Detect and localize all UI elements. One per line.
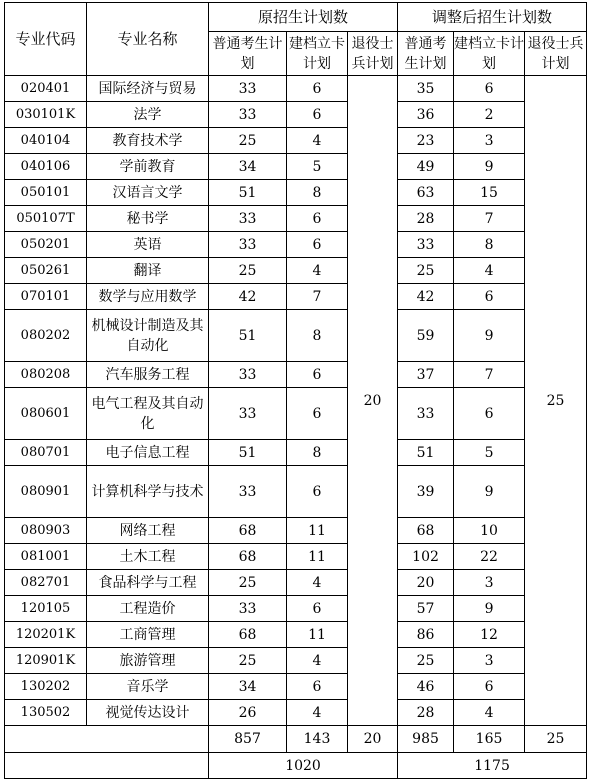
major-name-cell: 国际经济与贸易 [87,76,209,102]
original-poverty-cell: 4 [287,128,348,154]
header-original-veterans: 退役士兵计划 [348,32,398,76]
adjusted-regular-cell: 51 [398,440,454,466]
adjusted-poverty-cell: 3 [454,128,525,154]
major-code-cell: 081001 [5,544,87,570]
adjusted-poverty-cell: 5 [454,440,525,466]
header-adjusted-veterans: 退役士兵计划 [525,32,587,76]
adjusted-regular-cell: 23 [398,128,454,154]
major-code-cell: 080202 [5,310,87,362]
totals-blank-cell [5,726,209,753]
table-row [5,648,587,674]
original-poverty-cell: 6 [287,466,348,518]
header-original: 原招生计划数 [209,3,398,32]
original-poverty-cell: 11 [287,518,348,544]
table-row [5,102,587,128]
major-code-cell: 080901 [5,466,87,518]
grand-total-row [5,753,587,779]
adjusted-poverty-cell: 6 [454,284,525,310]
table-row [5,258,587,284]
major-name-cell: 网络工程 [87,518,209,544]
adjusted-poverty-cell: 9 [454,154,525,180]
adjusted-regular-cell: 102 [398,544,454,570]
original-regular-cell: 34 [209,674,287,700]
adjusted-regular-cell: 68 [398,518,454,544]
major-code-cell: 080701 [5,440,87,466]
adjusted-poverty-cell: 4 [454,700,525,726]
table-row [5,76,587,102]
major-name-cell: 数学与应用数学 [87,284,209,310]
original-poverty-cell: 11 [287,622,348,648]
adjusted-poverty-cell: 8 [454,232,525,258]
original-poverty-cell: 8 [287,180,348,206]
original-regular-cell: 68 [209,622,287,648]
adjusted-poverty-cell: 6 [454,388,525,440]
major-name-cell: 食品科学与工程 [87,570,209,596]
adjusted-poverty-cell: 6 [454,674,525,700]
adjusted-regular-cell: 46 [398,674,454,700]
major-code-cell: 020401 [5,76,87,102]
header-name: 专业名称 [87,3,209,76]
adjusted-poverty-cell: 9 [454,466,525,518]
adjusted-regular-cell: 37 [398,362,454,388]
total-a3-cell: 25 [525,726,587,753]
adjusted-poverty-cell: 7 [454,362,525,388]
original-poverty-cell: 4 [287,258,348,284]
adjusted-poverty-cell: 10 [454,518,525,544]
major-name-cell: 教育技术学 [87,128,209,154]
original-poverty-cell: 6 [287,206,348,232]
adjusted-regular-cell: 20 [398,570,454,596]
major-code-cell: 130502 [5,700,87,726]
major-name-cell: 土木工程 [87,544,209,570]
major-code-cell: 050261 [5,258,87,284]
original-regular-cell: 25 [209,128,287,154]
table-row [5,232,587,258]
major-code-cell: 050107T [5,206,87,232]
major-name-cell: 学前教育 [87,154,209,180]
major-code-cell: 080601 [5,388,87,440]
adjusted-regular-cell: 25 [398,648,454,674]
original-regular-cell: 26 [209,700,287,726]
adjusted-regular-cell: 86 [398,622,454,648]
adjusted-regular-cell: 59 [398,310,454,362]
major-name-cell: 法学 [87,102,209,128]
original-poverty-cell: 6 [287,76,348,102]
adjusted-poverty-cell: 9 [454,596,525,622]
original-regular-cell: 33 [209,76,287,102]
major-name-cell: 汉语言文学 [87,180,209,206]
grand-total-original-cell: 1020 [209,753,398,779]
adjusted-poverty-cell: 3 [454,648,525,674]
table-row [5,596,587,622]
table-row [5,622,587,648]
original-regular-cell: 25 [209,648,287,674]
adjusted-poverty-cell: 12 [454,622,525,648]
original-regular-cell: 51 [209,310,287,362]
major-code-cell: 080208 [5,362,87,388]
original-poverty-cell: 6 [287,232,348,258]
enrollment-plan-table [4,2,587,779]
major-name-cell: 电气工程及其自动化 [87,388,209,440]
major-code-cell: 120201K [5,622,87,648]
major-code-cell: 080903 [5,518,87,544]
original-poverty-cell: 4 [287,570,348,596]
original-regular-cell: 42 [209,284,287,310]
major-code-cell: 120901K [5,648,87,674]
table-body [5,3,587,779]
original-regular-cell: 34 [209,154,287,180]
adjusted-poverty-cell: 15 [454,180,525,206]
original-poverty-cell: 5 [287,154,348,180]
original-regular-cell: 68 [209,544,287,570]
table-row [5,362,587,388]
adjusted-poverty-cell: 3 [454,570,525,596]
original-regular-cell: 68 [209,518,287,544]
original-regular-cell: 51 [209,180,287,206]
original-regular-cell: 33 [209,206,287,232]
original-poverty-cell: 6 [287,362,348,388]
major-code-cell: 070101 [5,284,87,310]
major-name-cell: 秘书学 [87,206,209,232]
header-adjusted-regular: 普通考生计划 [398,32,454,76]
adjusted-regular-cell: 28 [398,700,454,726]
adjusted-poverty-cell: 22 [454,544,525,570]
original-poverty-cell: 7 [287,284,348,310]
total-o1-cell: 857 [209,726,287,753]
header-adjusted-poverty: 建档立卡计划 [454,32,525,76]
table-row [5,674,587,700]
major-code-cell: 040104 [5,128,87,154]
adjusted-veterans-merged-cell: 25 [525,76,587,726]
major-code-cell: 030101K [5,102,87,128]
major-name-cell: 汽车服务工程 [87,362,209,388]
major-name-cell: 工商管理 [87,622,209,648]
original-poverty-cell: 11 [287,544,348,570]
totals-row [5,726,587,753]
adjusted-regular-cell: 42 [398,284,454,310]
adjusted-poverty-cell: 4 [454,258,525,284]
adjusted-regular-cell: 63 [398,180,454,206]
major-code-cell: 050101 [5,180,87,206]
adjusted-regular-cell: 57 [398,596,454,622]
grand-blank-cell [5,753,209,779]
original-regular-cell: 33 [209,388,287,440]
table-row [5,180,587,206]
table-row [5,388,587,440]
table-row [5,284,587,310]
table-row [5,700,587,726]
major-name-cell: 音乐学 [87,674,209,700]
original-poverty-cell: 6 [287,674,348,700]
adjusted-regular-cell: 36 [398,102,454,128]
original-regular-cell: 51 [209,440,287,466]
major-name-cell: 视觉传达设计 [87,700,209,726]
adjusted-regular-cell: 33 [398,388,454,440]
major-name-cell: 翻译 [87,258,209,284]
table-row [5,518,587,544]
total-a2-cell: 165 [454,726,525,753]
major-name-cell: 旅游管理 [87,648,209,674]
adjusted-poverty-cell: 2 [454,102,525,128]
adjusted-poverty-cell: 6 [454,76,525,102]
major-code-cell: 040106 [5,154,87,180]
original-poverty-cell: 4 [287,700,348,726]
major-code-cell: 130202 [5,674,87,700]
original-poverty-cell: 6 [287,388,348,440]
original-poverty-cell: 6 [287,596,348,622]
header-row-top [5,3,587,32]
original-poverty-cell: 8 [287,310,348,362]
total-o3-cell: 20 [348,726,398,753]
original-poverty-cell: 4 [287,648,348,674]
table-row [5,128,587,154]
original-regular-cell: 33 [209,596,287,622]
header-original-poverty: 建档立卡计划 [287,32,348,76]
original-regular-cell: 33 [209,232,287,258]
original-regular-cell: 33 [209,102,287,128]
adjusted-poverty-cell: 9 [454,310,525,362]
table-row [5,466,587,518]
major-code-cell: 082701 [5,570,87,596]
table-row [5,570,587,596]
adjusted-poverty-cell: 7 [454,206,525,232]
table-row [5,206,587,232]
original-poverty-cell: 8 [287,440,348,466]
adjusted-regular-cell: 28 [398,206,454,232]
header-code: 专业代码 [5,3,87,76]
table-row [5,310,587,362]
original-regular-cell: 25 [209,570,287,596]
original-regular-cell: 33 [209,362,287,388]
adjusted-regular-cell: 39 [398,466,454,518]
total-a1-cell: 985 [398,726,454,753]
original-veterans-merged-cell: 20 [348,76,398,726]
table-row [5,544,587,570]
major-name-cell: 机械设计制造及其自动化 [87,310,209,362]
adjusted-regular-cell: 35 [398,76,454,102]
table-row [5,154,587,180]
adjusted-regular-cell: 33 [398,232,454,258]
major-code-cell: 120105 [5,596,87,622]
major-name-cell: 英语 [87,232,209,258]
major-name-cell: 电子信息工程 [87,440,209,466]
adjusted-regular-cell: 25 [398,258,454,284]
original-regular-cell: 33 [209,466,287,518]
major-name-cell: 工程造价 [87,596,209,622]
table-row [5,440,587,466]
grand-total-adjusted-cell: 1175 [398,753,587,779]
original-regular-cell: 25 [209,258,287,284]
total-o2-cell: 143 [287,726,348,753]
adjusted-regular-cell: 49 [398,154,454,180]
original-poverty-cell: 6 [287,102,348,128]
header-adjusted: 调整后招生计划数 [398,3,587,32]
major-code-cell: 050201 [5,232,87,258]
major-name-cell: 计算机科学与技术 [87,466,209,518]
header-original-regular: 普通考生计划 [209,32,287,76]
